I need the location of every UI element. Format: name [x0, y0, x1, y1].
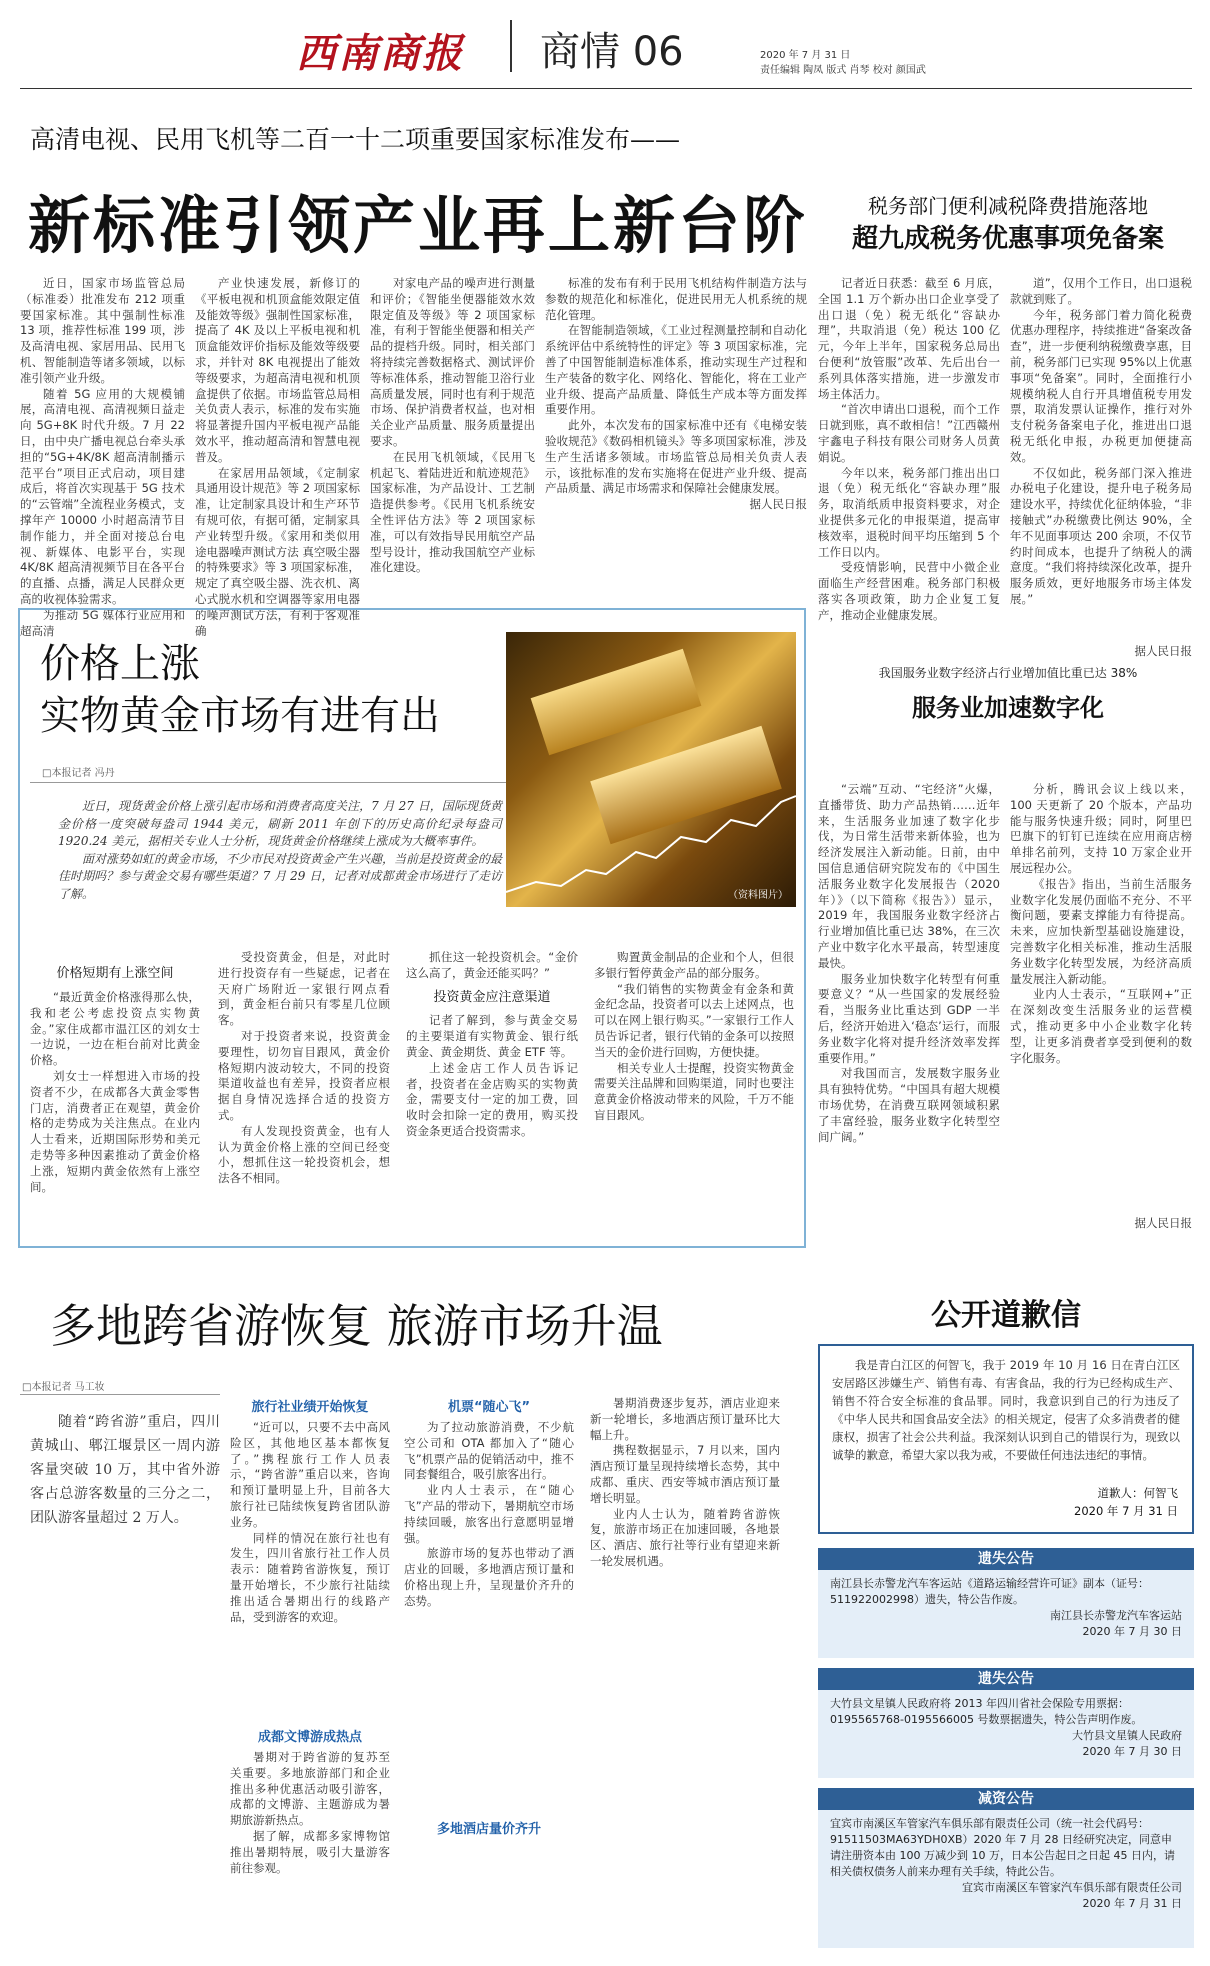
- tour-subhead-1: 旅行社业绩开始恢复: [251, 1400, 369, 1415]
- gold-photo-credit: （资料图片）: [728, 890, 788, 901]
- lead-title: 新标准引领产业再上新台阶: [28, 189, 809, 262]
- tour-intro: 随着“跨省游”重启，四川黄城山、郫江堰景区一周内游客量突破 10 万，其中省外游客占总游客数量的三分之二，团队游客量超过 2 万人。: [30, 1414, 220, 1526]
- tour-col-2: 暑期对于跨省游的复苏至关重要。多地旅游部门和企业推出多种优惠活动吸引游客，成都的文博游、主题游成为暑期旅游新热点。 据了解，成都多家博物馆推出暑期特展，吸引大量游客前往参观。: [230, 1750, 390, 1875]
- issue-date: 2020 年 7 月 31 日: [760, 50, 851, 61]
- tour-byline-rule: [20, 1394, 220, 1395]
- masthead-divider: [510, 20, 512, 72]
- lead-col-2: 产业快速发展，新修订的《平板电视和机顶盒能效限定值及能效等级》强制性国家标准，提高了 4K 及以上平板电视和机顶盒能效评价指标及能效等级要求，并针对 8K 电视提出了能效等级要求，为超高清电视和机顶盒提供了依据。市场监管总局相关负责人表示，标准的发布实施将显著提升国内平板电视产品能效水平，推动超高清和智慧电视普及。 在家居用品领域，《定制家具通用设计规范》等 2 项国家标准，让定制家具设计和生产环节有规可依，有据可循，定制家具产业转型升级。《家用和类似用途电器噪声测试方法 真空吸尘器的特殊要求》等 3 项国家标准，规定了真空吸尘器、洗衣机、离心式脱水机和空调器等家用电器的噪声测试方法，有利于客观准确: [195, 276, 360, 638]
- notice-3: [818, 1788, 1194, 1948]
- digital-col-1: “云端”互动、“宅经济”火爆，直播带货、助力产品热销……近年来，生活服务业加速了数字化步伐，为日常生活带来新体验，也为经济发展注入新动能。日前，由中国信息通信研究院发布的《中国生活服务业数字化发展报告（2020 年）》（以下简称《报告》）显示，2019 年，我国服务业数字经济占行业增加值比重已达 38%，在三次产业中数字化水平最高，转型速度最快。 服务业加快数字化转型有何重要意义？“从一些国家的发展经验看，当服务业比重达到 GDP 一半后，经济开始进入‘稳态’运行，而服务业数字化将对提升经济效率发挥重要作用。” 对我国而言，发展数字服务业具有独特优势。“中国具有超大规模市场优势，在消费互联网领域积累了丰富经验，服务业数字化转型空间广阔。”: [818, 782, 1000, 1144]
- gold-subhead-1: 价格短期有上涨空间: [56, 966, 174, 981]
- gold-col-2: 受投资黄金，但是，对此时进行投资存有一些疑虑，记者在天府广场附近一家银行网点看到，黄金柜台前只有零星几位顾客。 对于投资者来说，投资黄金要理性，切勿盲目跟风，黄金价格短期内波动较大，不同的投资渠道收益也有差异，投资者应根据自身情况选择合适的投资方式。 有人发现投资黄金，也有人认为黄金价格上涨的空间已经变小，想抓住这一轮投资机会，想法各不相同。: [218, 950, 390, 1186]
- digital-source: 据人民日报: [1134, 1216, 1192, 1230]
- tour-col-1: “近可以，只要不去中高风险区，其他地区基本都恢复了。”携程旅行工作人员表示，“跨省游”重启以来，咨询和预订量明显上升，目前各大旅行社已陆续恢复跨省团队游业务。 同样的情况在旅行社也有发生，四川省旅行社工作人员表示：随着跨省游恢复，预订量开始增长，不少旅行社陆续推出适合暑期出行的线路产品，受到游客的欢迎。: [230, 1420, 390, 1624]
- gold-col-3: 抓住这一轮投资机会。“金价这么高了，黄金还能买吗？” 投资黄金应注意渠道 记者了解到，参与黄金交易的主要渠道有实物黄金、银行纸黄金、黄金期货、黄金 ETF 等。 上述金店工作人员告诉记者，投资者在金店购买的实物黄金，需要支付一定的加工费，回收时会扣除一定的费用，购买投资金条更适合投资需求。: [406, 950, 578, 1138]
- tour-subhead-3: 机票“随心飞”: [447, 1400, 531, 1415]
- tax-col-1: 记者近日获悉：截至 6 月底，全国 1.1 万个新办出口企业享受了出口退（免）税无纸化“容缺办理”，共取消退（免）税达 100 亿元，今年上半年，国家税务总局出台便利“放管服”改革、先后出台一系列具体落实措施，进一步激发市场主体活力。 “首次申请出口退税，而个工作日就到账，真不敢相信！”江西赣州宇鑫电子科技有限公司财务人员黄娟说。 今年以来，税务部门推出出口退（免）税无纸化“容缺办理”服务，取消纸质申报资料要求，对企业提供多元化的申报渠道，提高审核效率，退税时间平均压缩到 5 个工作日以内。 受疫情影响，民营中小微企业面临生产经营困难。税务部门积极落实各项政策，助力企业复工复产，推动企业健康发展。: [818, 276, 1000, 622]
- tax-title: 超九成税务优惠事项免备案: [851, 224, 1164, 254]
- lead-kicker: 高清电视、民用飞机等二百一十二项重要国家标准发布——: [30, 125, 681, 154]
- notice-2-body: 大竹县文星镇人民政府将 2013 年四川省社会保险专用票据：0195565768-0195566005 号数票据遗失，特公告声明作废。 大竹县文星镇人民政府 2020 年 7 月 30 日: [830, 1697, 1182, 1758]
- notice-2: [818, 1668, 1194, 1778]
- tour-subhead-2: 成都文博游成热点: [257, 1730, 362, 1745]
- gold-title-line-2: 实物黄金市场有进有出: [40, 693, 440, 739]
- digital-title: 服务业加速数字化: [912, 693, 1104, 722]
- digital-kicker: 我国服务业数字经济占行业增加值比重已达 38%: [878, 666, 1138, 680]
- tour-subhead-4: 多地酒店量价齐升: [436, 1822, 541, 1837]
- apology-signature: 道歉人：何智飞 2020 年 7 月 31 日: [1074, 1486, 1178, 1518]
- gold-byline-rule: [30, 782, 520, 783]
- tax-kicker: 税务部门便利减税降费措施落地: [868, 194, 1148, 218]
- notice-3-body: 宜宾市南溪区车管家汽车俱乐部有限责任公司（统一社会代码号：91511503MA63YDH0XB）2020 年 7 月 28 日经研究决定，同意申请注册资本由 100 万减少到 10 万，日本公告起日之日起 45 日内，请相关债权债务人前来办理有关手续，特此公告。 宜宾市南溪区车管家汽车俱乐部有限责任公司 2020 年 7 月 31 日: [830, 1817, 1182, 1910]
- notice-2-title: 遗失公告: [818, 1668, 1194, 1690]
- notice-3-title: 减资公告: [818, 1788, 1194, 1810]
- apology-box: [818, 1344, 1194, 1534]
- gold-byline: □本报记者 冯丹: [42, 768, 115, 779]
- tax-col-2: 道”，仅用个工作日，出口退税款就到账了。 今年，税务部门着力简化税费优惠办理程序，持续推进“备案改备查”，进一步便利纳税缴费享惠，目前，税务部门已实现 95%以上优惠事项“免备案”。同时，全面推行小规模纳税人自行开具增值税专用发票，取消发票认证操作，推行对外支付税务备案电子化，推进出口退税无纸化申报，办税更加便捷高效。 不仅如此，税务部门深入推进办税电子化建设，提升电子税务局建设水平，持续优化征纳体验，“非接触式”办税缴费比例达 90%，全年不见面事项达 200 余项，不仅节约时间成本，也提升了纳税人的满意度。“我们将持续深化改革，提升服务质效，更好地服务市场主体发展。”: [1010, 276, 1192, 606]
- gold-bar-shape: [531, 649, 702, 756]
- tour-col-3: 为了拉动旅游消费，不少航空公司和 OTA 都加入了“随心飞”机票产品的促销活动中，推不同套餐组合，吸引旅客出行。 业内人士表示，在“随心飞”产品的带动下，暑期航空市场持续回暖，旅客出行意愿明显增强。 旅游市场的复苏也带动了酒店业的回暖，多地酒店预订量和价格出现上升，呈现量价齐升的态势。: [404, 1420, 574, 1608]
- tour-title: 多地跨省游恢复 旅游市场升温: [50, 1299, 663, 1353]
- gold-intro: 近日，现货黄金价格上涨引起市场和消费者高度关注，7 月 27 日，国际现货黄金价格一度突破每盎司 1944 美元，刷新 2011 年创下的历史高价纪录每盎司 1920.24 美元，据相关专业人士分析，现货黄金价格继续上涨成为大概率事件。 面对涨势如虹的黄金市场，不少市民对投资黄金产生兴趣，当前是投资黄金的最佳时期吗？参与黄金交易有哪些渠道？7 月 29 日，记者对成都黄金市场进行了走访了解。: [58, 799, 503, 901]
- apology-body: 我是青白江区的何智飞，我于 2019 年 10 月 16 日在青白江区安居路区涉嫌生产、销售有毒、有害食品，我的行为已经构成生产、销售不符合安全标准的食品罪。同时，我意识到自己的行为违反了《中华人民共和国食品安全法》的相关规定，侵害了众多消费者的健康权，损害了社会公共利益。我深刻认识到自己的错误行为，现致以诚挚的歉意，希望大家以我为戒，不要做任何违法违纪的事情。: [832, 1358, 1180, 1462]
- digital-col-2: 分析，腾讯会议上线以来，100 天更新了 20 个版本，产品功能与服务快速升级；同时，阿里巴巴旗下的钉钉已连续在应用商店榜单排名前列，支持 10 万家企业开展远程办公。 《报告》指出，当前生活服务业数字化发展仍面临不充分、不平衡问题，要素支撑能力有待提高。未来，应加快新型基础设施建设，完善数字化相关标准，推动生活服务业数字化转型发展，为经济高质量发展注入新动能。 业内人士表示，“互联网+”正在深刻改变生活服务业的运营模式，推动更多中小企业数字化转型，让更多消费者享受到便利的数字化服务。: [1010, 782, 1192, 1065]
- newspaper-logo: 西南商报: [296, 30, 464, 77]
- gold-title-line-1: 价格上涨: [40, 641, 200, 687]
- gold-col-1: “最近黄金价格涨得那么快，我和老公考虑投资点实物黄金。”家住成都市温江区的刘女士一边说，一边在柜台前对比黄金价格。 刘女士一样想进入市场的投资者不少，在成都各大黄金零售门店，消费者正在观望，黄金价格的走势成为关注焦点。在业内人士看来，近期国际形势和美元走势等多种因素推动了黄金价格上涨，短期内黄金依然有上涨空间。: [30, 990, 200, 1194]
- apology-title: 公开道歉信: [931, 1298, 1081, 1333]
- notice-1-body: 南江县长赤警龙汽车客运站《道路运输经营许可证》副本（证号：511922002998）遗失，特公告作废。 南江县长赤警龙汽车客运站 2020 年 7 月 30 日: [830, 1577, 1182, 1638]
- section-title: 商情 06: [540, 29, 684, 75]
- notice-1-title: 遗失公告: [818, 1548, 1194, 1570]
- gold-col-4: 购置黄金制品的企业和个人，但很多银行暂停黄金产品的部分服务。 “我们销售的实物黄金有金条和黄金纪念品，投资者可以去上述网点，也可以在网上银行购买。”一家银行工作人员告诉记者，银行代销的金条可以按照当天的金价进行回购，方便快捷。 相关专业人士提醒，投资实物黄金需要关注品牌和回购渠道，同时也要注意黄金价格波动带来的风险，千万不能盲目跟风。: [594, 950, 794, 1122]
- lead-source: 据人民日报: [749, 497, 807, 512]
- tour-col-4: 暑期消费逐步复苏，酒店业迎来新一轮增长，多地酒店预订量环比大幅上升。 携程数据显示，7 月以来，国内酒店预订量呈现持续增长态势，其中成都、重庆、西安等城市酒店预订量增长明显。 业内人士认为，随着跨省游恢复，旅游市场正在加速回暖，各地景区、酒店、旅行社等行业有望迎来新一轮发展机遇。: [590, 1396, 780, 1568]
- notice-1: [818, 1548, 1194, 1658]
- masthead-rule: [20, 88, 1192, 89]
- apology-header: [818, 1262, 1194, 1352]
- tour-byline: □本报记者 马工妆: [22, 1382, 105, 1393]
- lead-col-4: 标准的发布有利于民用飞机结构件制造方法与参数的规范化和标准化，促进民用无人机系统的规范化管理。 在智能制造领域，《工业过程测量控制和自动化 系统评估中系统特性的评定》等 3 项国家标准，完善了中国智能制造标准体系，推动实现生产过程和生产装备的数字化、网络化、智能化，将在工业产业升级、提高产品质量、降低生产成本等方面发挥重要作用。 此外，本次发布的国家标准中还有《电梯安装验收规范》《数码相机镜头》等多项国家标准，涉及生产生活诸多领域。市场监管总局相关负责人表示，该批标准的发布实施将在促进产业升级、提高产品质量、满足市场需求和保障社会健康发展。 据人民日报: [545, 276, 807, 512]
- tax-source: 据人民日报: [1134, 644, 1192, 658]
- lead-col-1: 近日，国家市场监管总局（标准委）批准发布 212 项重要国家标准。其中强制性标准 13 项，推荐性标准 199 项，涉及高清电视、家居用品、民用飞机、智能制造等诸多领域，以标准引领产业升级。 随着 5G 应用的大规模铺展，高清电视、高清视频日益走向 5G+8K 时代升级。7 月 22 日，由中央广播电视总台牵头承担的“5G+4K/8K 超高清制播示范平台”项目正式启动，项目建成后，将首次实现基于 5G 技术的“云管端”全流程业务模式，支撑年产 10000 小时超高清节目制作能力，并全面对接总台电视、新媒体、电影平台，实现 4K/8K 超高清视频节目在各平台的直播、点播，满足人民群众更高的收视体验需求。 为推动 5G 媒体行业应用和超高清: [20, 276, 185, 638]
- gold-subhead-2: 投资黄金应注意渠道: [433, 989, 551, 1005]
- editor-credits: 责任编辑 陶凤 版式 肖琴 校对 颜国武: [760, 65, 926, 76]
- masthead-meta: [760, 48, 926, 78]
- lead-col-3: 对家电产品的噪声进行测量和评价；《智能坐便器能效水效限定值及等级》等 2 项国家标准，有利于智能坐便器和相关产品的提档升级。同时，相关部门将持续完善数据格式、测试评价等标准体系，推动智能卫浴行业高质量发展，同时也有利于规范市场、保护消费者权益，也对相关企业产品质量、服务质量提出要求。 在民用飞机领域，《民用飞机起飞、着陆进近和航迹规范》国家标准，为产品设计、工艺制造提供参考。《民用飞机系统安全性评估方法》等 2 项国家标准，可以有效指导民用航空产品型号设计，推动我国航空产业标准化建设。: [370, 276, 535, 575]
- gold-bars-photo: [506, 632, 796, 907]
